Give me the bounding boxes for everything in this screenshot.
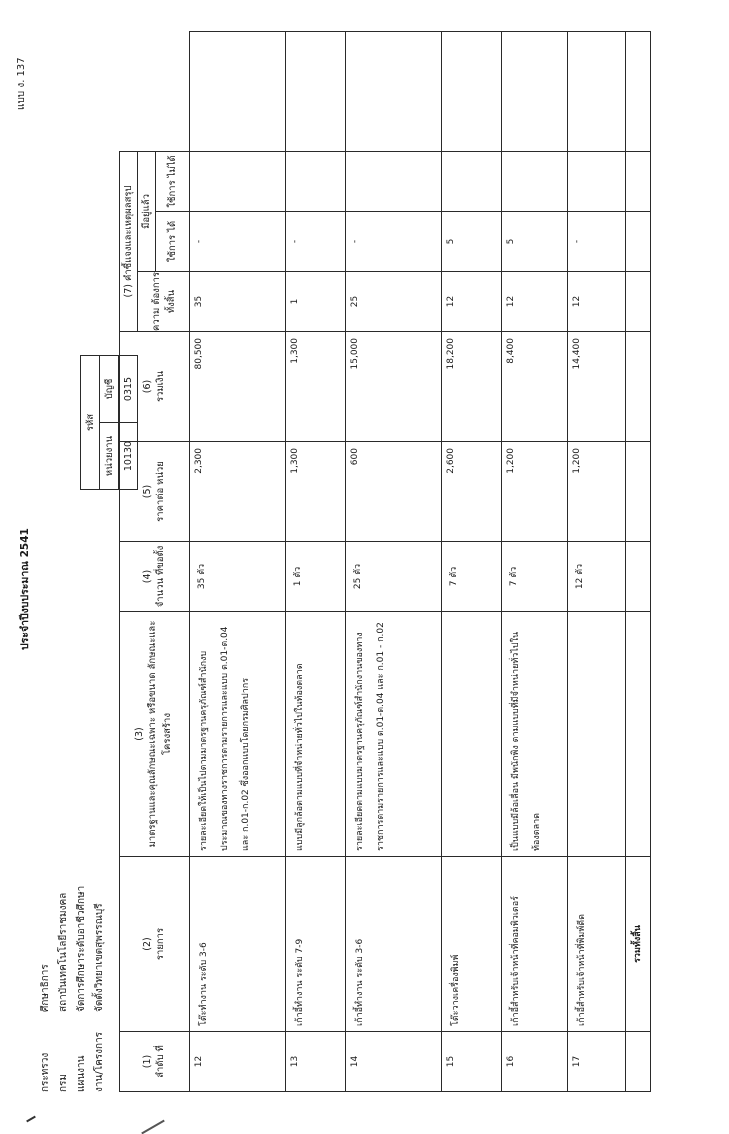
col-header-no: (1) ลำดับ ที่ — [120, 1032, 190, 1092]
cell-need: 12 — [568, 272, 626, 332]
header-label-department: กรม — [58, 1073, 69, 1092]
cell-unit-price: 1,300 — [286, 442, 346, 542]
cell-qty: 7 ตัว — [442, 542, 502, 612]
cell-item: เก้าอี้ทำงาน ระดับ 3-6 — [346, 857, 442, 1032]
cell-need: 25 — [346, 272, 442, 332]
blank-header — [120, 31, 190, 151]
cell-qty: 35 ตัว — [190, 542, 286, 612]
budget-table — [119, 31, 651, 1092]
code-value-agency: 10130 — [119, 423, 138, 490]
cell-spec: รายละเอียดตามแบบมาตรฐานครุภัณฑ์สำนักงานของทางราชการตามรายการและแบบ ต.01-ต.04 และ ก.01 - ก.02 — [346, 612, 442, 857]
table-row — [190, 31, 286, 1091]
header-label-plan: แผนงาน — [76, 1055, 87, 1092]
table-row — [442, 31, 502, 1091]
cell-item: เก้าอี้ทำงาน ระดับ 7-9 — [286, 857, 346, 1032]
cell-usable: 5 — [442, 212, 502, 272]
cell-unusable — [502, 151, 568, 211]
cell-total: 14,400 — [568, 332, 626, 442]
code-header-account: บัญชี — [100, 356, 119, 423]
cell-no: 14 — [346, 1032, 442, 1092]
cell-spec: แบบมีลูกล้อตามแบบที่จำหน่ายทั่วไปในท้องตลาด — [286, 612, 346, 857]
cell-no: 15 — [442, 1032, 502, 1092]
cell-qty: 25 ตัว — [346, 542, 442, 612]
cell-need: 12 — [442, 272, 502, 332]
cell-unit-price: 2,600 — [442, 442, 502, 542]
cell-qty: 12 ตัว — [568, 542, 626, 612]
cell-unit-price: 1,200 — [502, 442, 568, 542]
cell-blank — [626, 151, 651, 211]
cell-spec: เป็นแบบมีล้อเลื่อน มีพนักพิง ตามแบบที่มีจำหน่ายทั่วไปในท้องตลาด — [502, 612, 568, 857]
cell-blank — [190, 31, 286, 151]
cell-item: เก้าอี้สำหรับเจ้าหน้าที่คอมพิวเตอร์ — [502, 857, 568, 1032]
cell-blank — [626, 31, 651, 151]
cell-blank — [502, 31, 568, 151]
cell-blank — [286, 31, 346, 151]
cell-unit-price: 1,200 — [568, 442, 626, 542]
header-value-ministry: ศึกษาธิการ — [40, 964, 51, 1012]
cell-no: 13 — [286, 1032, 346, 1092]
table-row — [286, 31, 346, 1091]
header-value-plan: จัดการศึกษาระดับอาชีวศึกษา — [76, 885, 87, 1012]
cell-no: 17 — [568, 1032, 626, 1092]
table-row — [502, 31, 568, 1091]
header-value-department: สถาบันเทคโนโลยีราชมงคล — [58, 892, 69, 1012]
cell-blank — [442, 31, 502, 151]
cell-total: 18,200 — [442, 332, 502, 442]
col-header-usable: ใช้การ ได้ — [156, 212, 190, 272]
cell-spec — [442, 612, 502, 857]
col-header-unusable: ใช้การ ไม่ได้ — [156, 151, 190, 211]
cell-blank — [626, 612, 651, 857]
total-row — [626, 31, 651, 1091]
cell-unit-price: 600 — [346, 442, 442, 542]
cell-blank — [626, 542, 651, 612]
cell-need: 12 — [502, 272, 568, 332]
cell-blank — [626, 212, 651, 272]
cell-unusable — [286, 151, 346, 211]
form-id: แบบ ง. 137 — [16, 57, 27, 110]
code-header-agency: หน่วยงาน — [100, 423, 119, 490]
cell-usable: - — [568, 212, 626, 272]
cell-blank — [626, 272, 651, 332]
col-header-unit-price: (5) ราคาต่อ หน่วย — [120, 442, 190, 542]
cell-blank — [568, 31, 626, 151]
cell-blank — [626, 1032, 651, 1092]
cell-usable: - — [190, 212, 286, 272]
cell-blank — [346, 31, 442, 151]
cell-total: 80,500 — [190, 332, 286, 442]
cell-usable: - — [286, 212, 346, 272]
cell-need: 1 — [286, 272, 346, 332]
cell-qty: 7 ตัว — [502, 542, 568, 612]
cell-qty: 1 ตัว — [286, 542, 346, 612]
cell-unusable — [190, 151, 286, 211]
cell-item: เก้าอี้สำหรับเจ้าหน้าที่พิมพ์ดีด — [568, 857, 626, 1032]
col-header-item: (2) รายการ — [120, 857, 190, 1032]
cell-total: 1,300 — [286, 332, 346, 442]
col-header-total: (6) รวมเงิน — [120, 332, 190, 442]
cell-spec: รายละเอียดให้เป็นไปตามมาตรฐานครุภัณฑ์สำนักงบประมาณของทางราชการตามรายการและแบบ ต.01-ต.04 และ ก.01-ก.02 ซึ่งออกแบบโดยกรมศิลปากร — [190, 612, 286, 857]
cell-unusable — [442, 151, 502, 211]
total-label: รวมทั้งสิ้น — [626, 857, 651, 1032]
scan-mark — [26, 1116, 36, 1123]
cell-total: 15,000 — [346, 332, 442, 442]
header-label-project: งาน/โครงการ — [94, 1031, 105, 1092]
header-label-ministry: กระทรวง — [40, 1052, 51, 1092]
col-header-existing: มีอยู่แล้ว — [138, 151, 156, 271]
cell-item: โต๊ะทำงาน ระดับ 3-6 — [190, 857, 286, 1032]
cell-usable: - — [346, 212, 442, 272]
cell-no: 12 — [190, 1032, 286, 1092]
cell-unit-price: 2,300 — [190, 442, 286, 542]
page-title: ประจำปีงบประมาณ 2541 — [19, 528, 31, 650]
col-header-qty: (4) จำนวน ที่ขอตั้ง — [120, 542, 190, 612]
table-row — [568, 31, 626, 1091]
col-header-spec: (3) มาตรฐานและคุณลักษณะเฉพาะ หรือขนาด ลักษณะและโครงสร้าง — [120, 612, 190, 857]
code-title: รหัส — [81, 356, 100, 490]
cell-unusable — [568, 151, 626, 211]
code-value-account: 0315 — [119, 356, 138, 423]
cell-item: โต๊ะวางเครื่องพิมพ์ — [442, 857, 502, 1032]
cell-spec — [568, 612, 626, 857]
cell-unusable — [346, 151, 442, 211]
cell-need: 35 — [190, 272, 286, 332]
scan-mark — [141, 1120, 165, 1134]
cell-blank — [626, 332, 651, 442]
cell-no: 16 — [502, 1032, 568, 1092]
cell-usable: 5 — [502, 212, 568, 272]
header-value-project: จัดตั้งวิทยาเขตสุพรรณบุรี — [94, 903, 105, 1012]
cell-blank — [626, 442, 651, 542]
col-header-explanation: (7) คำชี้แจงและเหตุผลสรุป — [120, 151, 138, 331]
col-header-need: ความ ต้องการ ทั้งสิ้น — [138, 272, 190, 332]
cell-total: 8,400 — [502, 332, 568, 442]
table-row — [346, 31, 442, 1091]
